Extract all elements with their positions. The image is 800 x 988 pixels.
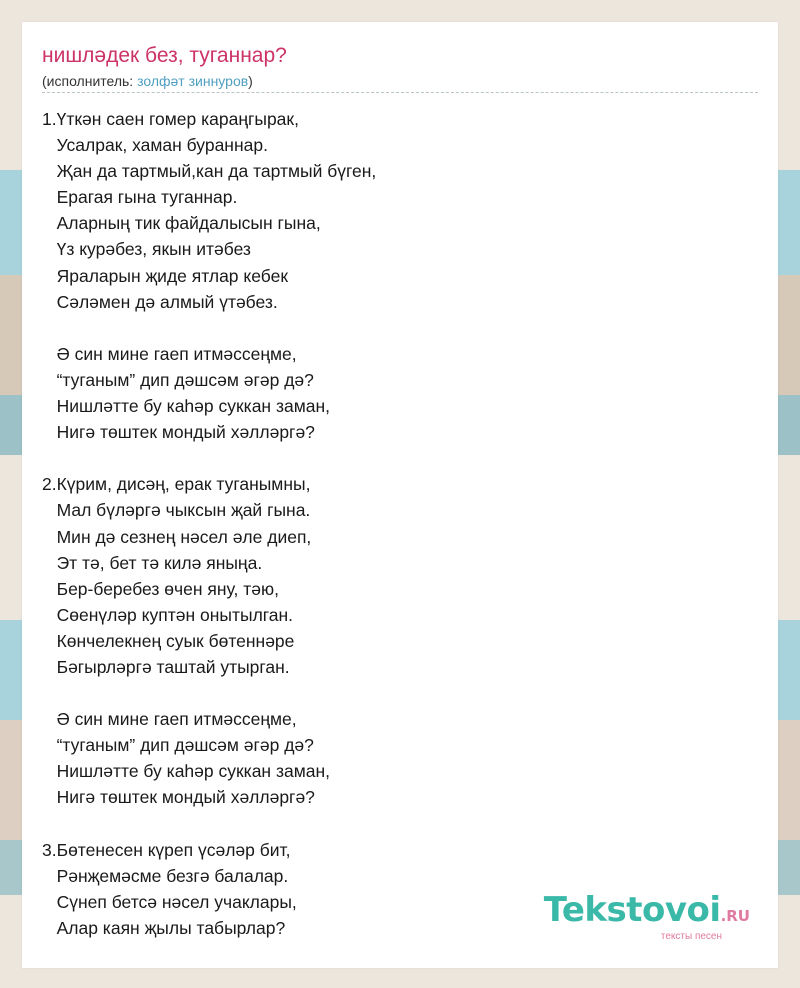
lyric-line: Ерагая гына туганнар. bbox=[42, 187, 238, 208]
lyric-line: Үз курәбез, якын итәбез bbox=[42, 239, 251, 260]
lyric-line: Нишләтте бу каһәр суккан заман, bbox=[42, 761, 330, 782]
lyric-line: Усалрак, хаман бураннар. bbox=[42, 135, 268, 156]
lyric-line bbox=[42, 445, 758, 471]
lyric-line: Мал бүләргә чыксын җай гына. bbox=[42, 500, 311, 521]
lyric-line: Бәгырләргә таштай утырган. bbox=[42, 656, 290, 677]
lyric-line: Ә син мине гаеп итмәссеңме, bbox=[42, 709, 297, 730]
lyric-line: Ә син мине гаеп итмәссеңме, bbox=[42, 343, 297, 364]
performer-prefix: (исполнитель: bbox=[42, 73, 138, 89]
lyric-line: Рәнҗемәсме безгә балалар. bbox=[42, 865, 289, 886]
lyric-line: Сөенүләр куптән онытылган. bbox=[42, 604, 294, 625]
lyric-line: “туганым” дип дәшсәм әгәр дә? bbox=[42, 369, 314, 390]
lyric-line bbox=[42, 811, 758, 837]
lyrics-card bbox=[22, 22, 778, 968]
site-logo[interactable] bbox=[544, 892, 750, 942]
lyric-line: Аларның тик файдалысын гына, bbox=[42, 213, 321, 234]
lyric-line: 1.Үткән саен гомер караңгырак, bbox=[42, 109, 299, 129]
logo-name: Tekstovoi bbox=[543, 890, 721, 930]
lyric-line: Бер-беребез өчен яну, тәю, bbox=[42, 578, 279, 599]
song-title: нишләдек без, туганнар? bbox=[42, 44, 287, 67]
lyric-line: Мин дә сезнең нәсел әле диеп, bbox=[42, 526, 312, 547]
lyric-line: Көнчелекнең суык бөтеннәре bbox=[42, 630, 295, 651]
performer-info bbox=[42, 73, 253, 89]
logo-tld: .RU bbox=[720, 907, 750, 925]
logo-tagline: тексты песен bbox=[660, 931, 722, 942]
lyric-line: Нигә төштек мондый хәлләргә? bbox=[42, 787, 315, 808]
divider bbox=[42, 92, 758, 93]
lyric-line: 2.Күрим, дисәң, ерак туганымны, bbox=[42, 474, 311, 495]
lyrics-text bbox=[42, 106, 758, 941]
logo-wordmark bbox=[544, 892, 750, 934]
lyric-line bbox=[42, 315, 758, 341]
lyric-line: Нишләтте бу каһәр суккан заман, bbox=[42, 396, 330, 417]
lyric-line: 3.Бөтенесен күреп үсәләр бит, bbox=[42, 839, 291, 860]
lyric-line: Җан да тартмый,кан да тартмый бүген, bbox=[42, 161, 377, 182]
lyric-line: Нигә төштек мондый хәлләргә? bbox=[42, 422, 315, 443]
artist-link[interactable]: золфәт зиннуров bbox=[137, 73, 249, 89]
lyric-line: Сәләмен дә алмый үтәбез. bbox=[42, 291, 278, 312]
lyric-line: Сүнеп бетсә нәсел учаклары, bbox=[42, 891, 297, 912]
lyric-line: “туганым” дип дәшсәм әгәр дә? bbox=[42, 735, 314, 756]
lyric-line: Алар каян җылы табырлар? bbox=[42, 917, 286, 938]
lyric-line: Эт тә, бет тә килә яныңа. bbox=[42, 552, 263, 573]
performer-suffix: ) bbox=[248, 73, 253, 89]
lyric-line bbox=[42, 680, 758, 706]
lyric-line: Яраларын җиде ятлар кебек bbox=[42, 265, 289, 286]
